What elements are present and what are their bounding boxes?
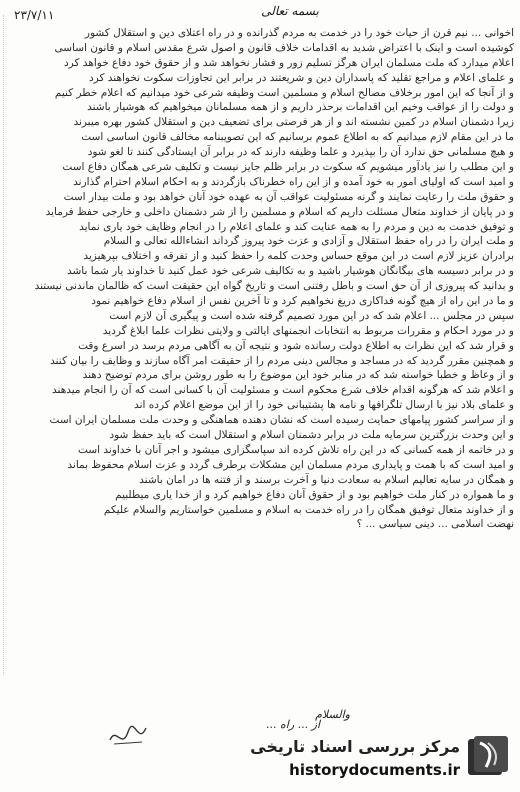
document-line: اخوانی ... نیم قرن از حیات خود را در خدمت به مردم گذرانده و در راه اعتلای دین و استقلال کشور xyxy=(84,27,514,39)
document-line: و از وعاظ و خطبا خواسته شد که در منابر خود این موضوع را به طور روشن برای مردم توضیح دهند xyxy=(82,369,514,382)
document-line: برادران عزیز لازم است در این موقع حساس وحدت کلمه را حفظ کنید و از تفرقه و اختلاف بپرهیزید xyxy=(83,250,514,263)
document-line: کوشیده است و اینک با اعتراض شدید به اقدامات خلاف قانون و اصول شرع مقدس اسلام و قانون اساسی xyxy=(54,41,514,54)
document-line: و از سراسر کشور پیامهای حمایت رسیده است که نشان دهنده هماهنگی و وحدت ملت مسلمان ایران است xyxy=(49,414,514,427)
document-line: سپس در مجلس ... اعلام شد که در این مورد تصمیم گرفته شده است و پیگیری آن لازم است xyxy=(109,309,514,322)
watermark-url: historydocuments.ir xyxy=(289,761,460,779)
document-heading: بسمه تعالی xyxy=(261,4,319,18)
document-line: و علمای اعلام و مراجع تقلید که پاسداران دین و شریعتند در برابر این تجاوزات سکوت نخواهند کرد xyxy=(88,71,514,84)
document-line: و از آنجا که این امور برخلاف مصالح اسلام و مسلمین است وظیفه شرعی خود میدانیم که اعلام خطر کنیم xyxy=(54,86,514,99)
document-line: و این مطلب را نیز یادآور میشویم که سکوت در برابر ظلم جایز نیست و تکلیف شرعی همگان دفاع است xyxy=(62,161,514,174)
document-line: زیرا دشمنان اسلام در کمین نشسته اند و از هر فرصتی برای تضعیف دین و استقلال کشور بهره میبرند xyxy=(73,116,514,129)
document-line: و هیچ مسلمانی حق ندارد آن را بپذیرد و علما وظیفه دارند که در برابر آن ایستادگی کنند تا لغو شود xyxy=(87,146,514,159)
document-line: نهضت اسلامی ... دینی سیاسی ... ؟ xyxy=(356,518,514,531)
document-body xyxy=(10,26,514,532)
document-line: و حقوق ملت را رعایت نمایند و گرنه مسئولیت عواقب آن به عهده خود آنان خواهد بود و ملت بیدار است xyxy=(63,190,514,203)
document-date: ۲۳/۷/۱۱ xyxy=(14,8,55,22)
document-line: و توفیق خدمت به دین و مردم را به همه عنایت کند و علمای اعلام را در انجام وظایف خود یاری نماید xyxy=(79,220,514,233)
closing-text: والسلام xyxy=(315,708,350,721)
document-line: و این وحدت بزرگترین سرمایه ملت در برابر دشمنان اسلام و استقلال است که باید حفظ شود xyxy=(109,429,514,442)
document-line: و ملت ایران را در راه حفظ استقلال و آزادی و عزت خود پیروز گرداند انشاءالله تعالی و السلام xyxy=(103,235,514,248)
signature-scrawl-icon xyxy=(108,722,148,752)
document-line: و همگان در سایه تعالیم اسلام به سعادت دنیا و آخرت برسند و از فتنه ها در امان باشند xyxy=(139,473,514,486)
document-line: و امید است که اولیای امور به خود آمده و از این راه خطرناک بازگردند و به احکام اسلام احترام گذارند xyxy=(73,175,514,188)
document-line: و ما در این راه از هیچ گونه فداکاری دریغ نخواهیم کرد و تا آخرین نفس از اسلام دفاع خواهیم نمود xyxy=(91,295,514,308)
document-line: و در خاتمه از همه کسانی که در این راه تلاش کرده اند سپاسگزاری میشود و اجر آنان با خداوند است xyxy=(78,443,514,456)
watermark xyxy=(236,733,516,789)
document-line: و دولت را از عواقب وخیم این اقدامات برحذر داریم و از همه مسلمانان میخواهیم که هوشیار باشند xyxy=(87,101,514,114)
document-line: و بدانید که پیروزی از آن حق است و باطل رفتنی است و تاریخ گواه این حقیقت است که ظالمان ماندنی نیستند xyxy=(34,280,514,293)
signature-text: از ... راه ... xyxy=(266,718,320,731)
document-line: و امید است که با همت و پایداری مردم مسلمان این مشکلات برطرف گردد و عزت اسلام محفوظ بماند xyxy=(67,458,514,471)
document-line: و همچنین مقرر گردید که در مساجد و مجالس دینی مردم را از حقیقت امر آگاه سازند و وظایف را بیان کنند xyxy=(50,354,514,367)
document-line: و علمای بلاد نیز با ارسال تلگرافها و نامه ها پشتیبانی خود را از این موضع اعلام کرده اند xyxy=(134,399,514,412)
watermark-title: مرکز بررسی اسناد تاریخی xyxy=(250,737,460,756)
margin-dots xyxy=(3,15,6,675)
document-line: و اعلام شد که هرگونه اقدام خلاف شرع محکوم است و مسئولیت آن با کسانی است که آن را انجام میدهند xyxy=(52,384,514,397)
document-line: و قرار شد که این نظرات به اطلاع دولت رسانده شود و نتیجه آن به آگاهی مردم برسد در اسرع وقت xyxy=(78,339,514,352)
document-archive-logo-icon xyxy=(466,735,510,779)
document-line: ما در این مقام لازم میدانیم که به اطلاع عموم برسانیم که این تصویبنامه مخالف قانون اساسی است xyxy=(81,131,514,144)
document-line: و در برابر دسیسه های بیگانگان هوشیار باشید و به تکالیف شرعی خود عمل کنید تا خداوند یار شما باشد xyxy=(66,265,514,278)
document-line: و در مورد احکام و مقررات مربوط به انتخابات انجمنهای ایالتی و ولایتی نظرات علما ابلاغ گردید xyxy=(102,324,514,337)
document-line: و در پایان از خداوند متعال مسئلت داریم که اسلام و مسلمین را از شر دشمنان داخلی و خارجی حفظ فرماید xyxy=(45,205,514,218)
document-line: و از خداوند متعال توفیق همگان را در راه خدمت به اسلام و مسلمین خواستاریم والسلام علیکم xyxy=(103,503,514,516)
document-line: و ما همواره در کنار ملت خواهیم بود و از حقوق آنان دفاع خواهیم کرد و از خدا یاری میطلبیم xyxy=(115,488,514,501)
document-line: اعلام میدارد که ملت مسلمان ایران هرگز تسلیم زور و فشار نخواهد شد و از حقوق خود دفاع خواهد کرد xyxy=(64,56,514,69)
